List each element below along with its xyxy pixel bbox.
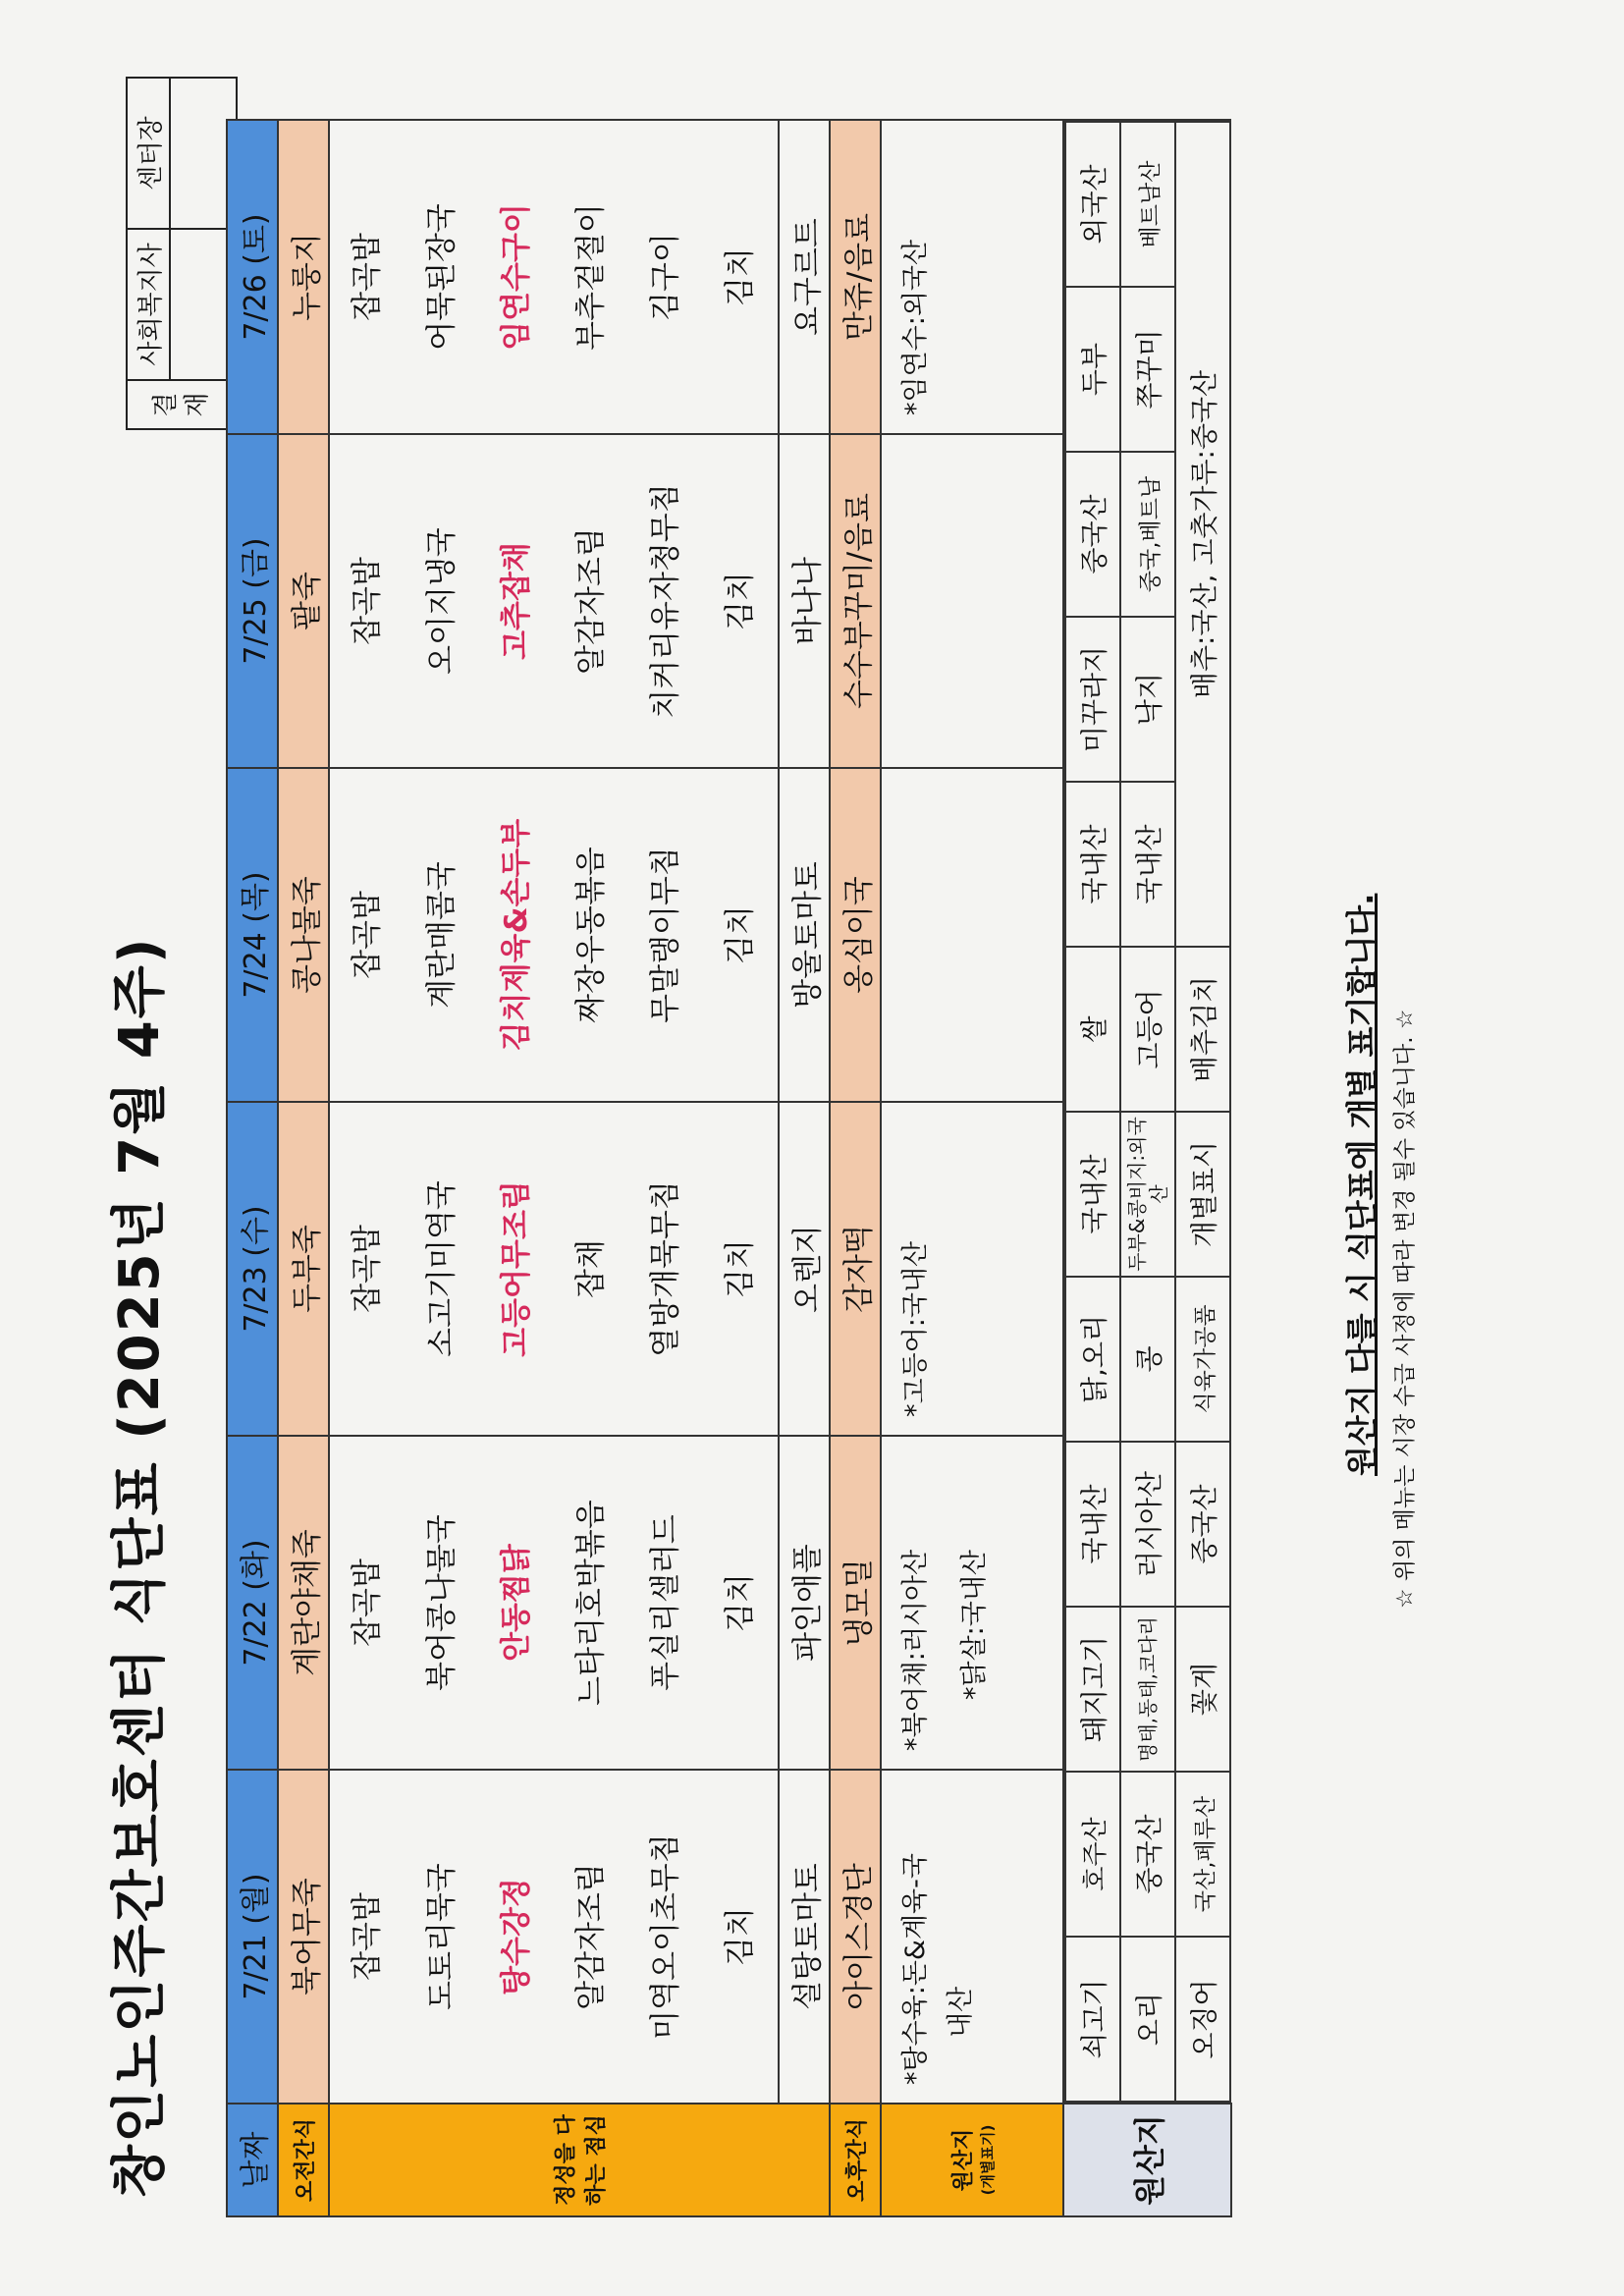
- day-header: 7/21 (월): [227, 1770, 278, 2104]
- afternoon-snack: 수수부꾸미/음료: [830, 434, 881, 768]
- lunch-menu: [329, 120, 779, 434]
- day-header: 7/26 (토): [227, 120, 278, 434]
- lunch-item: 잡곡밥: [350, 233, 385, 321]
- origin-food: 배추김치: [1175, 947, 1230, 1112]
- morning-snack: 팥죽: [278, 434, 329, 768]
- origin-row: [881, 120, 1063, 2216]
- lunch-item: 알감자조림: [573, 527, 609, 675]
- lunch-item: 김치: [723, 905, 758, 964]
- date-row: [227, 120, 278, 2216]
- menu-change-notice: ☆ 위의 메뉴는 시장 수급 사정에 따라 변경 될수 있습니다. ☆: [1392, 1009, 1418, 1609]
- fruit-row: [779, 120, 830, 2216]
- afternoon-snack-label: 오후간식: [830, 2104, 881, 2216]
- origin-table-line: [1175, 122, 1230, 2102]
- day-header: 7/25 (금): [227, 434, 278, 768]
- origin-country: 중국,베트남: [1120, 452, 1175, 617]
- lunch-item: 부추겉절이: [573, 203, 609, 351]
- lunch-menu: [329, 1102, 779, 1436]
- day-header: 7/24 (목): [227, 768, 278, 1102]
- origin-food: 낙지: [1120, 617, 1175, 782]
- origin-country: 국산,페루산: [1175, 1772, 1230, 1937]
- lunch-main-dish: 고추잡채: [499, 542, 534, 660]
- fruit: 설탕토마토: [779, 1770, 830, 2104]
- origin-country: 중국산: [1065, 452, 1120, 617]
- origin-label-note: (개별표기): [979, 2124, 997, 2196]
- menu-table: [226, 119, 1232, 2217]
- origin-note-line: *임연수:외국산: [900, 239, 931, 415]
- morning-snack: 두부죽: [278, 1102, 329, 1436]
- lunch-item: 잡채: [573, 1239, 609, 1298]
- origin-food: 식육가공품: [1175, 1277, 1230, 1442]
- origin-note: [881, 1770, 1063, 2104]
- origin-country: 중국산: [1120, 1772, 1175, 1937]
- origin-note: [881, 768, 1063, 1102]
- origin-food: 오징어: [1175, 1937, 1230, 2102]
- lunch-menu: [329, 768, 779, 1102]
- origin-food: 고등어: [1120, 947, 1175, 1112]
- morning-snack: 계란야채죽: [278, 1436, 329, 1770]
- day-header: 7/23 (수): [227, 1102, 278, 1436]
- origin-country: 국내산: [1065, 1112, 1120, 1277]
- lunch-item: 치커리유자청무침: [648, 483, 683, 719]
- morning-snack-row: [278, 120, 329, 2216]
- origin-food: 미꾸라지: [1065, 617, 1120, 782]
- origin-note-line: *북어채:러시아산: [900, 1549, 931, 1751]
- origin-note-line: *닭살:국내산: [959, 1549, 990, 1700]
- lunch-item: 김치: [723, 247, 758, 306]
- lunch-item: 소고기미역국: [424, 1180, 460, 1357]
- origin-note-line: *탕수육:돈&계육-국: [900, 1853, 931, 2085]
- origin-food: 두부: [1065, 287, 1120, 452]
- origin-country: 외국산: [1065, 122, 1120, 287]
- origin-food: 오리: [1120, 1937, 1175, 2102]
- lunch-menu: [329, 1770, 779, 2104]
- lunch-main-dish: 김치제육&손두부: [499, 818, 534, 1052]
- lunch-row: [329, 120, 779, 2216]
- origin-note: [881, 120, 1063, 434]
- origin-table-line: [1120, 122, 1175, 2102]
- origin-country: 두부&콩비지:외국산: [1120, 1112, 1175, 1277]
- lunch-item: 짜장우동볶음: [573, 847, 609, 1023]
- origin-table-row: [1063, 120, 1231, 2216]
- afternoon-snack: 옹심이국: [830, 768, 881, 1102]
- lunch-item: 오이지냉국: [424, 527, 460, 675]
- lunch-main-dish: 임연수구이: [499, 203, 534, 351]
- origin-table: [1064, 121, 1231, 2103]
- lunch-item: 계란매콤국: [424, 861, 460, 1009]
- origin-food: 쇠고기: [1065, 1937, 1120, 2102]
- lunch-item: 미역오이초무침: [648, 1833, 683, 2040]
- lunch-item: 김치: [723, 572, 758, 630]
- lunch-item: 무말랭이무침: [648, 847, 683, 1023]
- afternoon-snack: 만쥬/음료: [830, 120, 881, 434]
- lunch-item: 잡곡밥: [350, 1225, 385, 1313]
- afternoon-snack: 아이스경단: [830, 1770, 881, 2104]
- origin-food: 돼지고기: [1065, 1607, 1120, 1772]
- date-label: 날짜: [227, 2104, 278, 2216]
- lunch-main-dish: 탕수강정: [499, 1878, 534, 1995]
- origin-table-wrap: [1063, 120, 1231, 2104]
- lunch-item: 김치: [723, 1907, 758, 1966]
- fruit: 오렌지: [779, 1102, 830, 1436]
- origin-note: [881, 434, 1063, 768]
- lunch-item: 느타리호박볶음: [573, 1500, 609, 1706]
- origin-country: 국내산: [1065, 1442, 1120, 1607]
- origin-footer-notice: 원산지 다를 시 식단표에 개별 표기합니다.: [1343, 893, 1380, 1476]
- lunch-item: 북어콩나물국: [424, 1514, 460, 1691]
- approval-box: [126, 77, 238, 430]
- origin-food: 꽃게: [1175, 1607, 1230, 1772]
- lunch-menu: [329, 434, 779, 768]
- origin-food: 쭈꾸미: [1120, 287, 1175, 452]
- lunch-item: 잡곡밥: [350, 1558, 385, 1647]
- origin-food: 콩: [1120, 1277, 1175, 1442]
- lunch-item: 김치: [723, 1239, 758, 1298]
- origin-country: 개별표시: [1175, 1112, 1230, 1277]
- morning-snack-label: 오전간식: [278, 2104, 329, 2216]
- fruit: 파인애플: [779, 1436, 830, 1770]
- origin-country: 호주산: [1065, 1772, 1120, 1937]
- lunch-item: 열방개묵무침: [648, 1180, 683, 1357]
- origin-table-line: [1065, 122, 1120, 2102]
- approval-label: 결재: [127, 380, 237, 429]
- origin-food: 닭,오리: [1065, 1277, 1120, 1442]
- origin-food: 명태,동태,코다리: [1120, 1607, 1175, 1772]
- origin-food: 쌀: [1065, 947, 1120, 1112]
- lunch-item: 김구이: [648, 233, 683, 321]
- page-title: 창인노인주간보호센터 식단표 (2025년 7월 4주): [108, 936, 172, 2198]
- origin-note: [881, 1436, 1063, 1770]
- fruit: 방울토마토: [779, 768, 830, 1102]
- lunch-main-dish: 안동찜닭: [499, 1544, 534, 1662]
- lunch-label: 정성을 다하는 점심: [329, 2104, 830, 2216]
- lunch-item: 어묵된장국: [424, 203, 460, 351]
- lunch-menu: [329, 1436, 779, 1770]
- origin-country: 국내산: [1120, 782, 1175, 947]
- origin-label: [881, 2104, 1063, 2216]
- approval-role-director: 센터장: [127, 78, 170, 229]
- day-header: 7/22 (화): [227, 1436, 278, 1770]
- afternoon-snack: 냉모밀: [830, 1436, 881, 1770]
- lunch-item: 잡곡밥: [350, 891, 385, 979]
- origin-note-line: *고등어:국내산: [900, 1240, 931, 1417]
- origin-country: 러시아산: [1120, 1442, 1175, 1607]
- lunch-item: 잡곡밥: [350, 1892, 385, 1981]
- origin-country: 중국산: [1175, 1442, 1230, 1607]
- afternoon-snack: 감자떡: [830, 1102, 881, 1436]
- origin-note-line: 내산: [946, 1986, 976, 2038]
- fruit: 바나나: [779, 434, 830, 768]
- lunch-item: 도토리묵국: [424, 1863, 460, 2010]
- morning-snack: 콩나물죽: [278, 768, 329, 1102]
- origin-note: [881, 1102, 1063, 1436]
- lunch-item: 잡곡밥: [350, 557, 385, 645]
- lunch-item: 김치: [723, 1573, 758, 1632]
- approval-role-social-worker: 사회복지사: [127, 229, 170, 380]
- morning-snack: 누룽지: [278, 120, 329, 434]
- lunch-item: 알감자조림: [573, 1863, 609, 2010]
- fruit: 요구르트: [779, 120, 830, 434]
- origin-country: 베트남산: [1120, 122, 1175, 287]
- origin-country: 배추:국산, 고춧가루:중국산: [1175, 122, 1230, 947]
- afternoon-snack-row: [830, 120, 881, 2216]
- origin-footer-label: 원산지: [1063, 2104, 1231, 2216]
- morning-snack: 북어무죽: [278, 1770, 329, 2104]
- lunch-main-dish: 고등어무조림: [499, 1180, 534, 1357]
- origin-label-text: 원산지: [951, 2128, 976, 2192]
- lunch-item: 푸실리샐러드: [648, 1514, 683, 1691]
- origin-country: 국내산: [1065, 782, 1120, 947]
